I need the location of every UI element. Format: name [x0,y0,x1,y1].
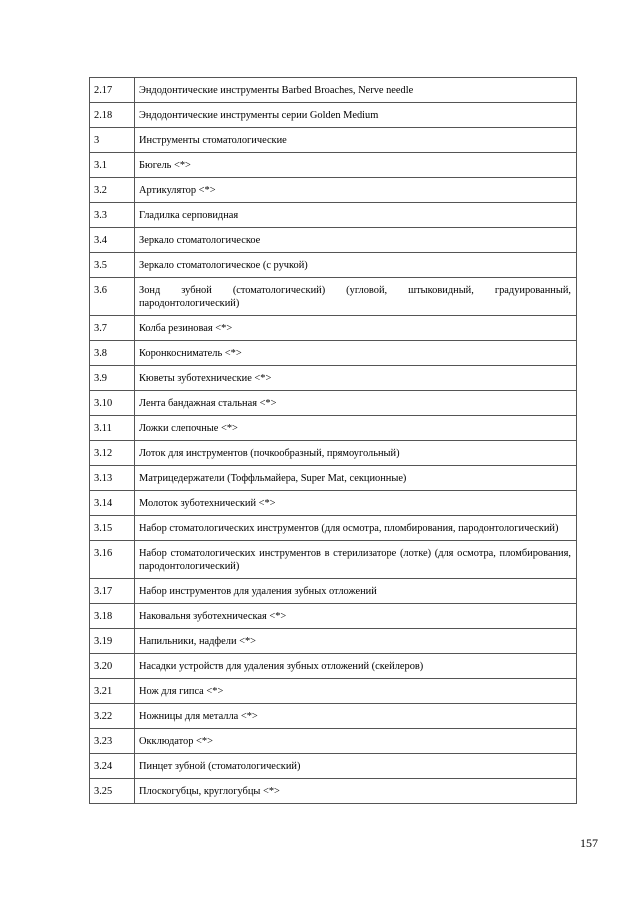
row-number: 3.17 [90,579,135,604]
row-text: Лента бандажная стальная <*> [135,391,577,416]
row-text: Нож для гипса <*> [135,679,577,704]
table-row [90,278,577,316]
row-text: Набор стоматологических инструментов в стерилизаторе (лотке) (для осмотра, пломбирования, пародонтологический) [135,541,577,579]
table-row [90,604,577,629]
row-number: 3.25 [90,779,135,804]
table-row [90,516,577,541]
table-row [90,416,577,441]
row-text: Бюгель <*> [135,153,577,178]
table-row [90,103,577,128]
row-text: Коронкосниматель <*> [135,341,577,366]
row-number: 3.9 [90,366,135,391]
table-row [90,341,577,366]
table-row [90,228,577,253]
row-number: 3.18 [90,604,135,629]
row-number: 3.21 [90,679,135,704]
table-row [90,441,577,466]
row-text: Колба резиновая <*> [135,316,577,341]
table-row [90,153,577,178]
row-text: Матрицедержатели (Тоффльмайера, Super Mat, секционные) [135,466,577,491]
row-number: 2.17 [90,78,135,103]
row-number: 3.14 [90,491,135,516]
table-row [90,629,577,654]
row-number: 3.23 [90,729,135,754]
row-text: Ножницы для металла <*> [135,704,577,729]
row-number: 3.22 [90,704,135,729]
table-row [90,316,577,341]
row-text: Лоток для инструментов (почкообразный, прямоугольный) [135,441,577,466]
row-text: Напильники, надфели <*> [135,629,577,654]
row-text: Набор стоматологических инструментов (для осмотра, пломбирования, пародонтологический) [135,516,577,541]
row-number: 3.12 [90,441,135,466]
instruments-table [89,77,577,804]
row-number: 3.19 [90,629,135,654]
row-text: Окклюдатор <*> [135,729,577,754]
row-text: Кюветы зуботехнические <*> [135,366,577,391]
row-number: 3.13 [90,466,135,491]
row-text: Зонд зубной (стоматологический) (угловой, штыковидный, градуированный, пародонтологический) [135,278,577,316]
table-row [90,78,577,103]
row-number: 3.1 [90,153,135,178]
row-number: 2.18 [90,103,135,128]
row-number: 3.10 [90,391,135,416]
row-number: 3.15 [90,516,135,541]
row-text: Молоток зуботехнический <*> [135,491,577,516]
row-text: Эндодонтические инструменты серии Golden Medium [135,103,577,128]
row-number: 3.6 [90,278,135,316]
row-text: Насадки устройств для удаления зубных отложений (скейлеров) [135,654,577,679]
row-text: Зеркало стоматологическое [135,228,577,253]
table-row [90,203,577,228]
row-number: 3 [90,128,135,153]
table-row [90,391,577,416]
row-number: 3.7 [90,316,135,341]
row-text: Зеркало стоматологическое (с ручкой) [135,253,577,278]
table-row [90,366,577,391]
row-text: Эндодонтические инструменты Barbed Broaches, Nerve needle [135,78,577,103]
table-row [90,779,577,804]
row-number: 3.8 [90,341,135,366]
table-row [90,729,577,754]
table-row [90,704,577,729]
table-row [90,579,577,604]
row-number: 3.4 [90,228,135,253]
row-number: 3.16 [90,541,135,579]
table-row [90,754,577,779]
row-text: Гладилка серповидная [135,203,577,228]
table-row [90,466,577,491]
row-number: 3.24 [90,754,135,779]
table-row [90,654,577,679]
table-row [90,128,577,153]
row-number: 3.20 [90,654,135,679]
row-text: Набор инструментов для удаления зубных отложений [135,579,577,604]
table-row [90,541,577,579]
table-row [90,679,577,704]
table-row [90,491,577,516]
row-text: Артикулятор <*> [135,178,577,203]
row-number: 3.5 [90,253,135,278]
row-number: 3.2 [90,178,135,203]
row-text: Пинцет зубной (стоматологический) [135,754,577,779]
table-row [90,178,577,203]
page-number: 157 [580,836,598,850]
row-text: Ложки слепочные <*> [135,416,577,441]
row-number: 3.11 [90,416,135,441]
row-text: Плоскогубцы, круглогубцы <*> [135,779,577,804]
table-row [90,253,577,278]
row-number: 3.3 [90,203,135,228]
row-text: Инструменты стоматологические [135,128,577,153]
row-text: Наковальня зуботехническая <*> [135,604,577,629]
